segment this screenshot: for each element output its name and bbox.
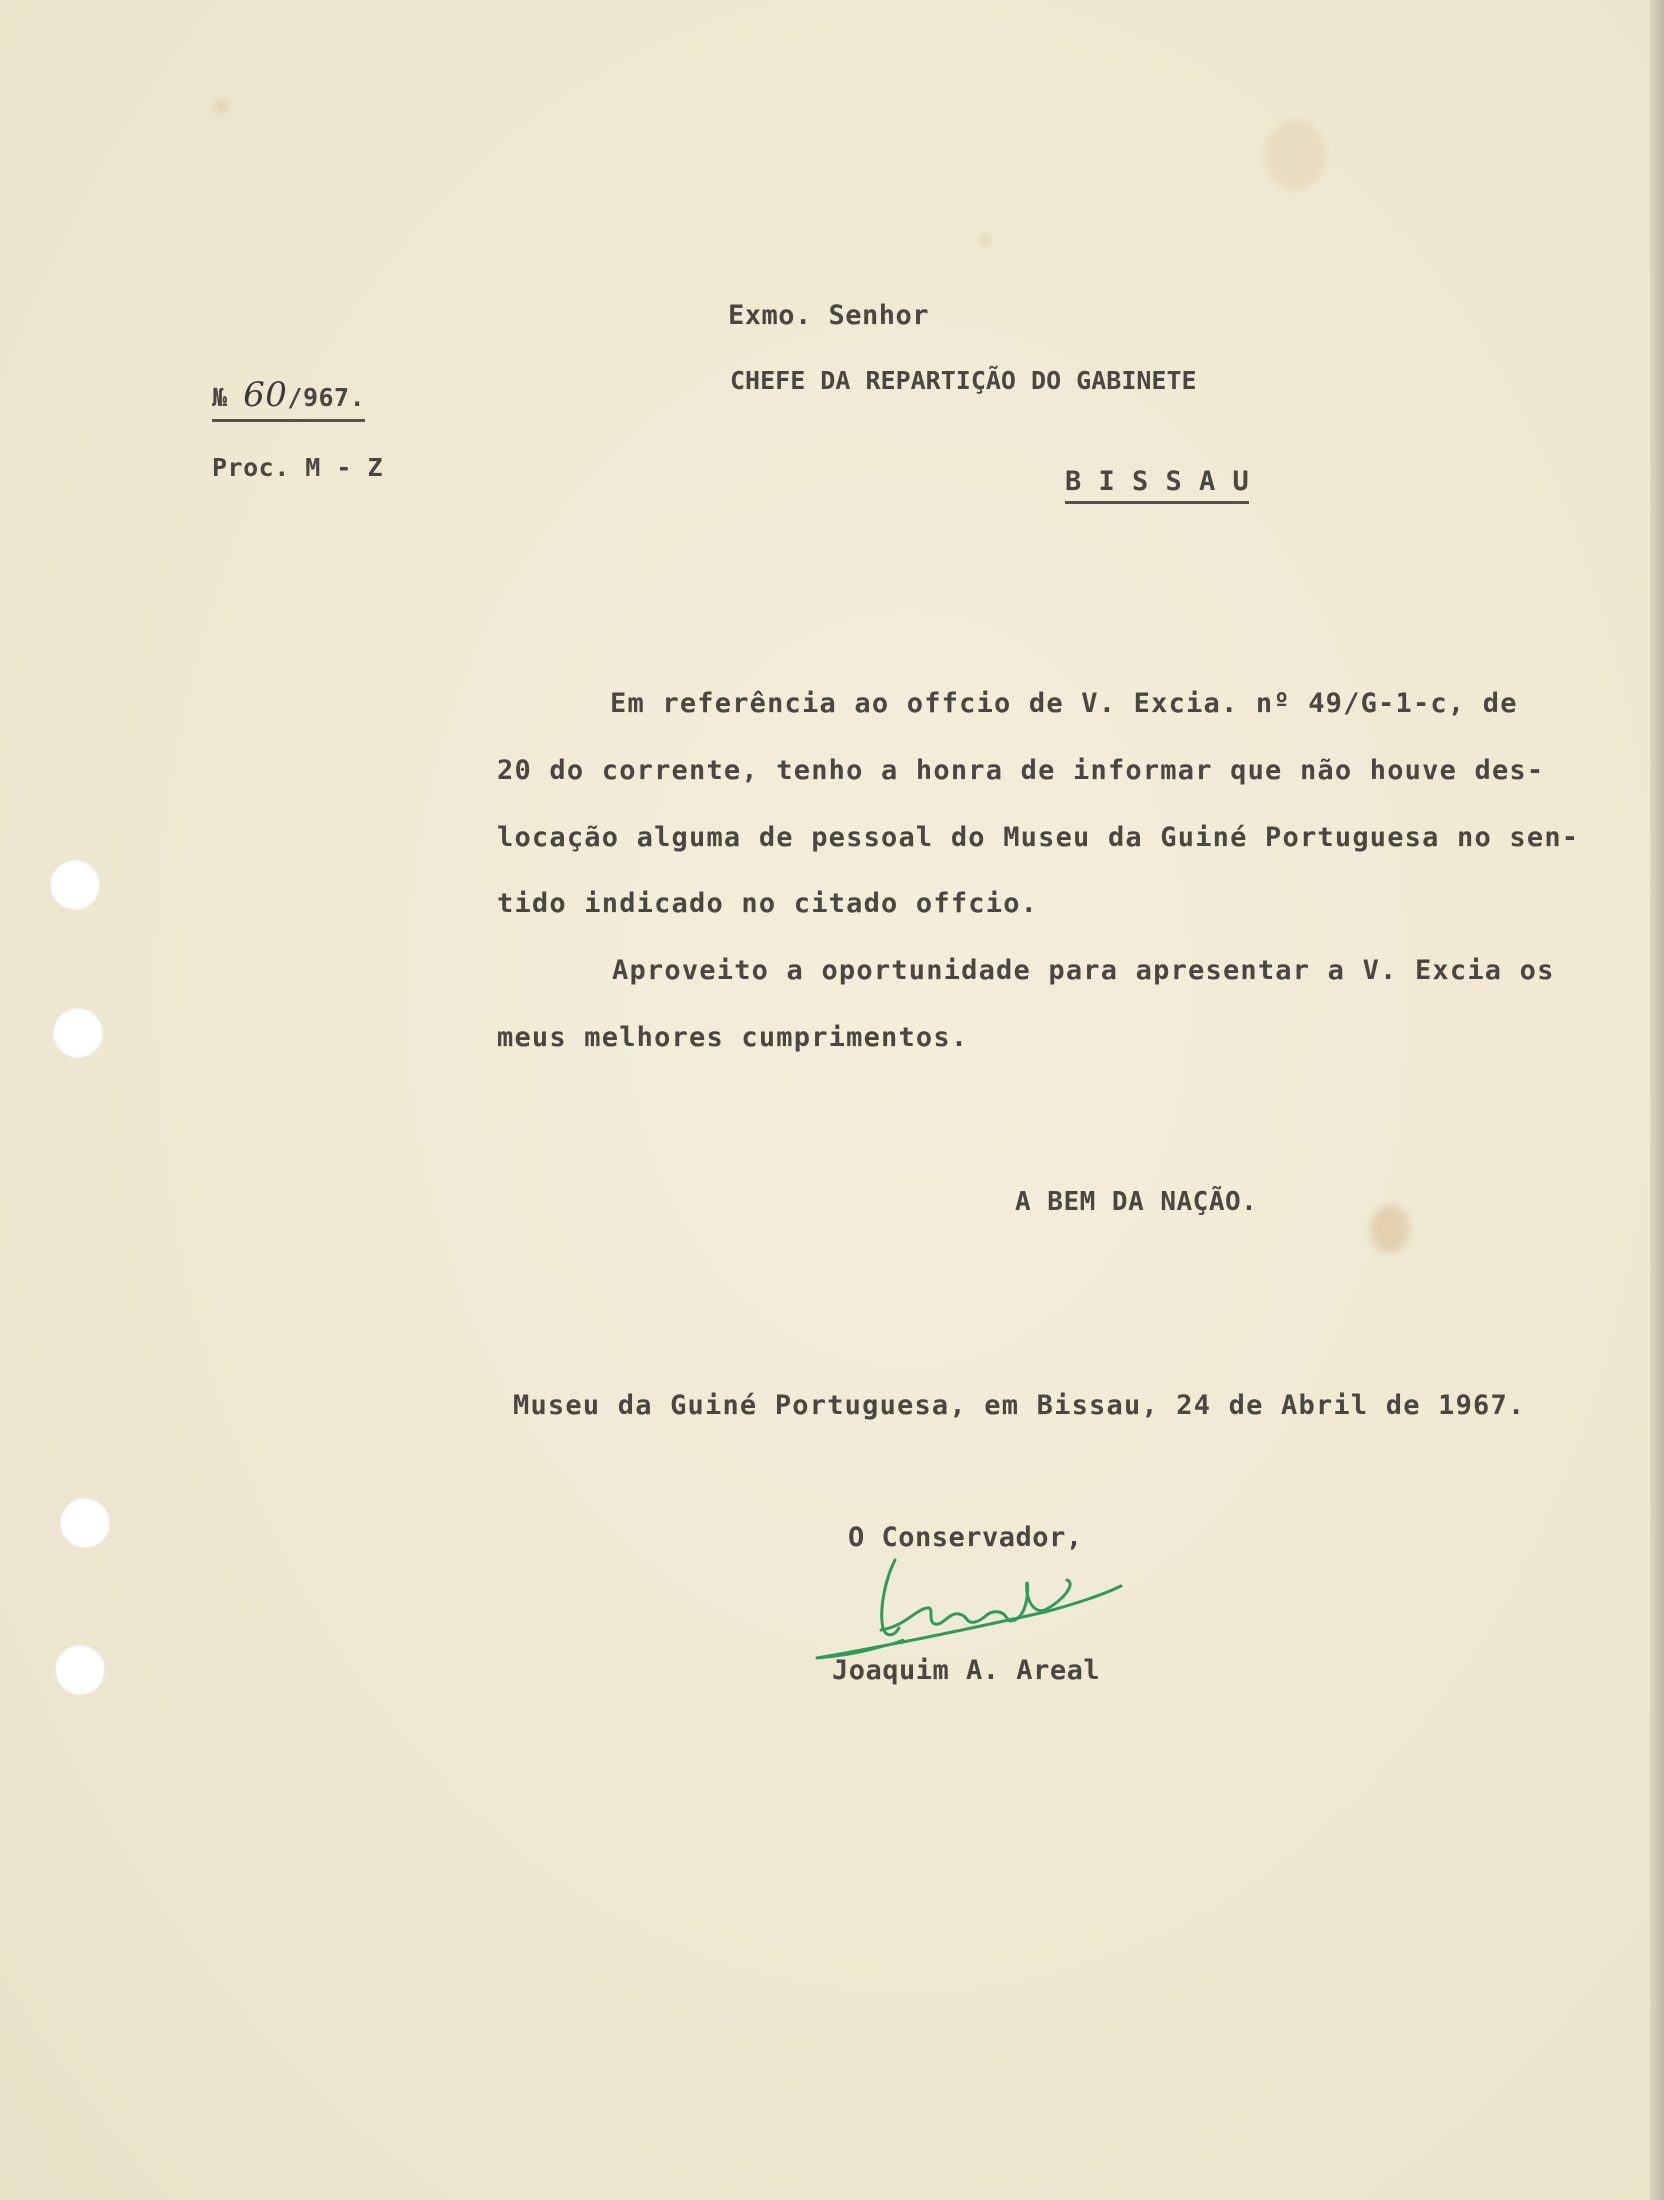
paper-stain bbox=[1265, 120, 1325, 190]
salutation: Exmo. Senhor bbox=[728, 300, 930, 331]
body-line-4: tido indicado no citado offcio. bbox=[497, 888, 1039, 919]
handwritten-number: 60 bbox=[243, 375, 288, 415]
addressee-city: B I S S A U bbox=[1065, 466, 1249, 504]
place-and-date: Museu da Guiné Portuguesa, em Bissau, 24 de Abril de 1967. bbox=[513, 1390, 1526, 1421]
signatory-name: Joaquim A. Areal bbox=[832, 1655, 1101, 1686]
process-reference: Proc. M - Z bbox=[212, 453, 384, 482]
closing-motto: A BEM DA NAÇÃO. bbox=[1015, 1187, 1258, 1217]
addressee-title: CHEFE DA REPARTIÇÃO DO GABINETE bbox=[730, 366, 1197, 395]
paper-edge bbox=[1650, 0, 1664, 2200]
punch-hole bbox=[50, 860, 100, 910]
punch-hole bbox=[60, 1498, 110, 1548]
handwritten-signature bbox=[815, 1540, 1135, 1670]
body-line-5: Aproveito a oportunidade para apresentar a V. Excia os bbox=[612, 955, 1555, 986]
punch-hole bbox=[55, 1645, 105, 1695]
number-prefix: № bbox=[212, 383, 228, 412]
signatory-role: O Conservador, bbox=[848, 1522, 1083, 1553]
reference-number bbox=[212, 375, 365, 422]
punch-hole bbox=[53, 1008, 103, 1058]
body-line-3: locação alguma de pessoal do Museu da Guiné Portuguesa no sen- bbox=[497, 822, 1580, 853]
paper-stain bbox=[980, 235, 990, 245]
body-line-6: meus melhores cumprimentos. bbox=[497, 1022, 969, 1053]
paper-stain bbox=[215, 100, 227, 112]
paper-stain bbox=[1370, 1205, 1410, 1253]
number-year: /967. bbox=[287, 383, 366, 412]
body-line-1: Em referência ao offcio de V. Excia. nº 49/G-1-c, de bbox=[610, 688, 1518, 719]
body-line-2: 20 do corrente, tenho a honra de informar que não houve des- bbox=[497, 755, 1545, 786]
